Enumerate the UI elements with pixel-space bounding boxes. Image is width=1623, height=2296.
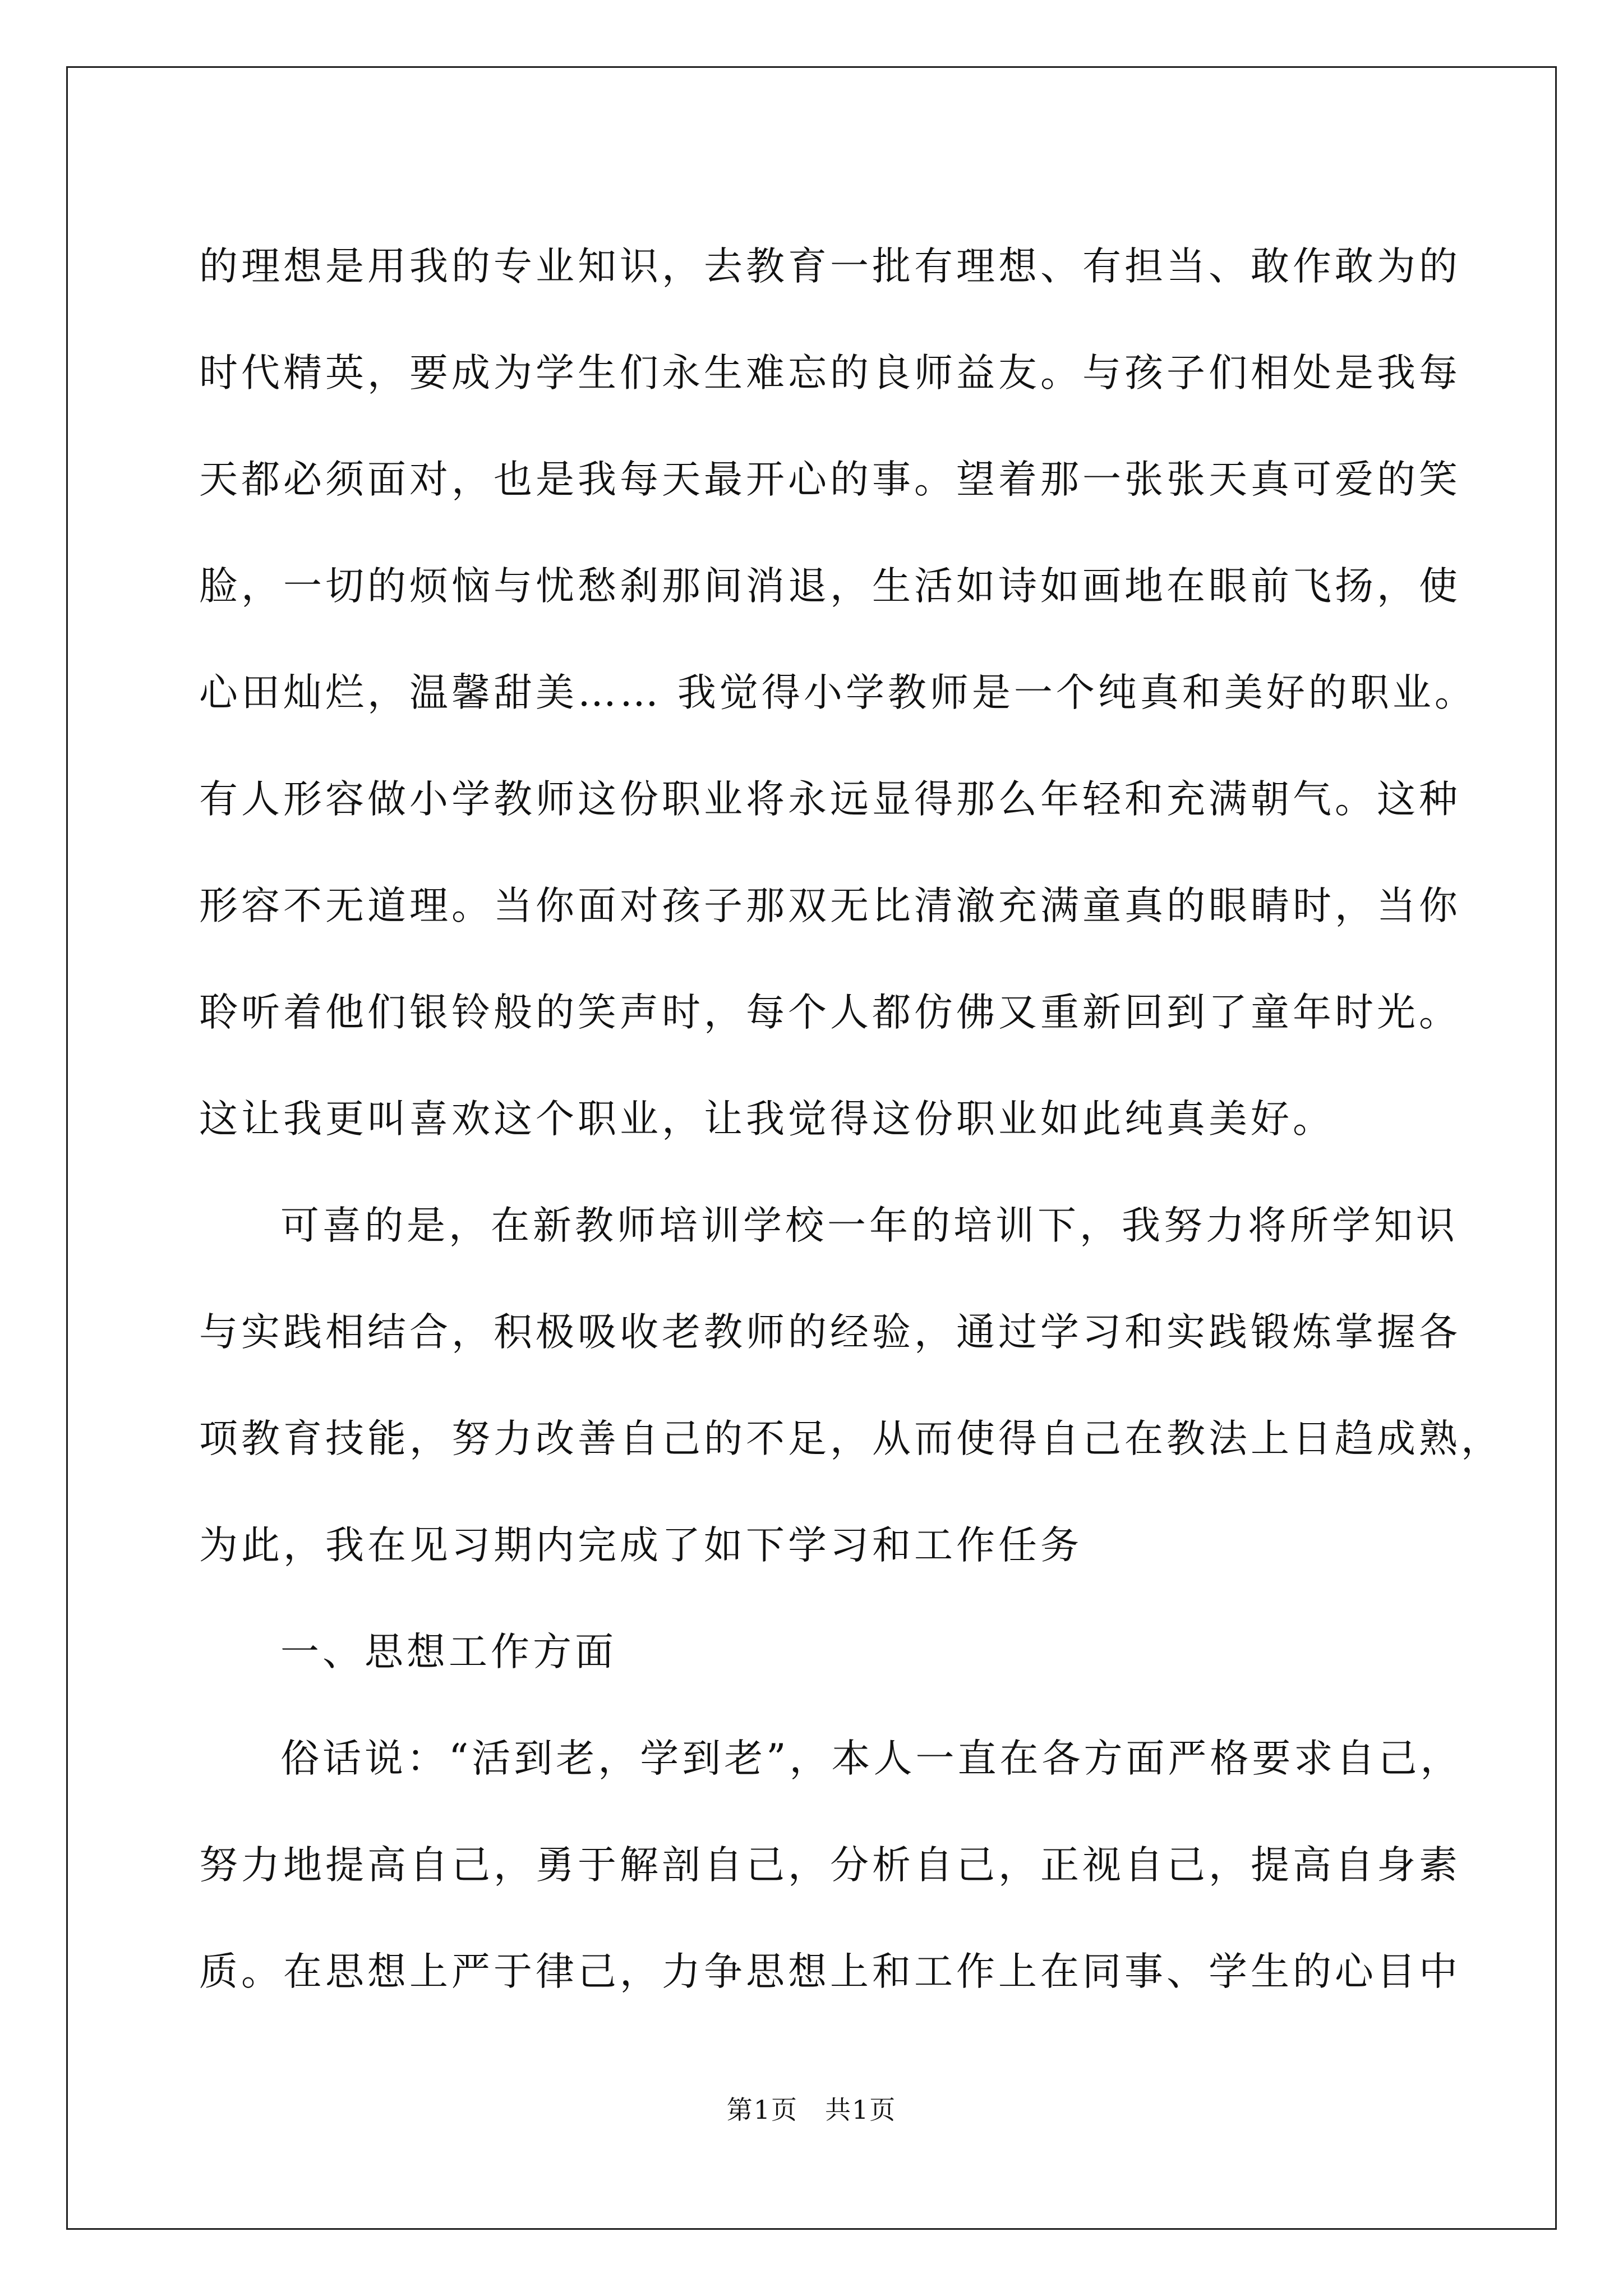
text-line: 有人形容做小学教师这份职业将永远显得那么年轻和充满朝气。这种 <box>199 777 1461 822</box>
text-line: 的理想是用我的专业知识，去教育一批有理想、有担当、敢作敢为的 <box>199 244 1461 289</box>
paragraph-start-line: 俗话说：“活到老，学到老”，本人一直在各方面严格要求自己， <box>280 1736 1463 1781</box>
text-line: 心田灿烂，温馨甜美…… 我觉得小学教师是一个纯真和美好的职业。 <box>199 670 1477 715</box>
text-line: 为此，我在见习期内完成了如下学习和工作任务 <box>199 1523 1082 1568</box>
text-line: 质。在思想上严于律己，力争思想上和工作上在同事、学生的心目中 <box>199 1949 1461 1994</box>
text-line: 项教育技能，努力改善自己的不足，从而使得自己在教法上日趋成熟， <box>199 1416 1503 1461</box>
text-line: 形容不无道理。当你面对孩子那双无比清澈充满童真的眼睛时，当你 <box>199 884 1461 928</box>
section-heading: 一、思想工作方面 <box>280 1630 617 1674</box>
text-line: 努力地提高自己，勇于解剖自己，分析自己，正视自己，提高自身素 <box>199 1843 1461 1888</box>
paragraph-start-line: 可喜的是，在新教师培训学校一年的培训下，我努力将所学知识 <box>280 1203 1458 1248</box>
text-line: 这让我更叫喜欢这个职业，让我觉得这份职业如此纯真美好。 <box>199 1097 1335 1142</box>
text-line: 聆听着他们银铃般的笑声时，每个人都仿佛又重新回到了童年时光。 <box>199 990 1461 1035</box>
page-number-footer: 第1页 共1页 <box>726 2095 897 2125</box>
text-line: 脸，一切的烦恼与忧愁刹那间消退，生活如诗如画地在眼前飞扬，使 <box>199 564 1461 609</box>
text-line: 与实践相结合，积极吸收老教师的经验，通过学习和实践锻炼掌握各 <box>199 1310 1461 1355</box>
document-body <box>199 213 1503 2025</box>
text-line: 时代精英，要成为学生们永生难忘的良师益友。与孩子们相处是我每 <box>199 351 1461 395</box>
text-line: 天都必须面对，也是我每天最开心的事。望着那一张张天真可爱的笑 <box>199 457 1461 502</box>
